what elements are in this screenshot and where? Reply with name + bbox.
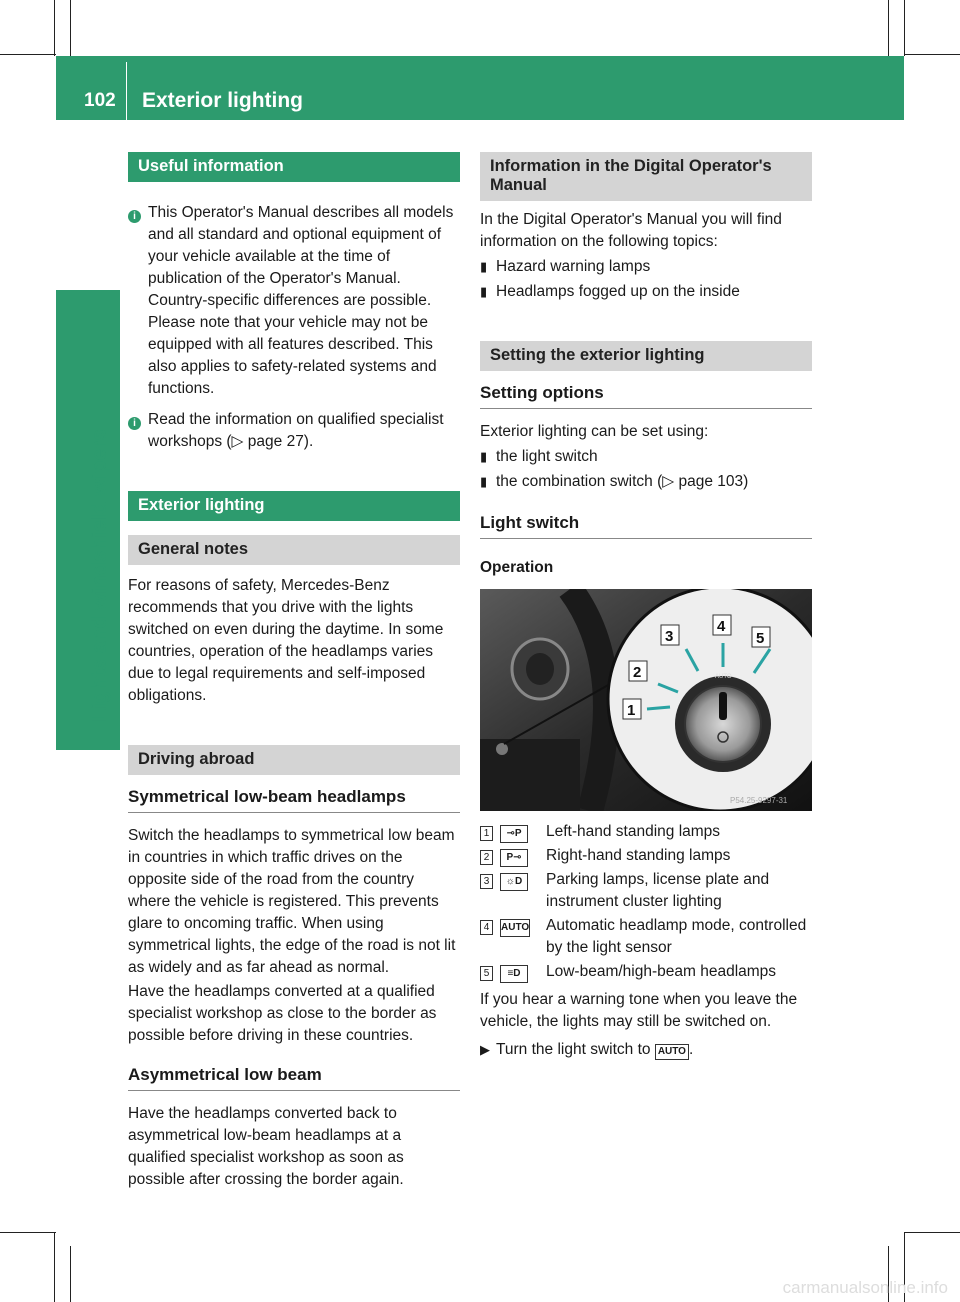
info-note: [128, 409, 460, 453]
right-standing-lamps-icon: P⊸: [500, 849, 528, 867]
auto-headlamp-icon: AUTO: [500, 919, 530, 937]
callout-3: 3: [665, 628, 674, 645]
crop-mark: [0, 54, 56, 55]
crop-mark: [904, 0, 905, 56]
info-text: This Operator's Manual describes all models and all standard and optional equipment of your vehicle available at the time of publication of the Operator's Manual. Country-specific differences are possible. Please note that your vehicle may not be equipped with all features described. This also applies to safety-related systems and functions.: [148, 204, 454, 397]
list-item: ▮ the combination switch (▷ page 103): [480, 473, 749, 490]
low-beam-icon: ≡D: [500, 965, 528, 983]
heading-light-switch: Light switch: [480, 513, 812, 539]
callout-1: 1: [627, 702, 636, 719]
left-standing-lamps-icon: ⊸P: [500, 825, 528, 843]
section-band-general: General notes: [128, 535, 460, 565]
callout-4: 4: [717, 618, 726, 635]
crop-mark: [54, 1232, 55, 1302]
section-band-driving: Driving abroad: [128, 745, 460, 775]
list-item: ▮ Hazard warning lamps: [480, 258, 651, 275]
legend-item: 4 AUTO Automatic headlamp mode, controlled by the light sensor: [480, 915, 812, 959]
heading-operation: Operation: [480, 559, 554, 576]
heading-symmetrical: Symmetrical low-beam headlamps: [128, 787, 460, 813]
crop-mark: [904, 1232, 960, 1233]
legend-item: 5 ≡D Low-beam/high-beam headlamps: [480, 961, 812, 983]
page-number: 102: [84, 90, 116, 111]
heading-asymmetrical: Asymmetrical low beam: [128, 1065, 460, 1091]
info-text: Read the information on qualified specialist workshops (▷ page 27).: [148, 411, 444, 450]
heading-setting-options: Setting options: [480, 383, 812, 409]
chapter-tab-label: Lights and windshield wipers: [88, 429, 111, 722]
info-icon: i: [128, 413, 148, 427]
parking-lamps-icon: ☼D: [500, 873, 528, 891]
legend-item: 2 P⊸ Right-hand standing lamps: [480, 845, 812, 867]
symmetrical-text: Switch the headlamps to symmetrical low beam in countries in which traffic drives on the opposite side of the road from the country where the vehicle is registered. This prevents glare to oncoming traffic. When using symmetrical lights, the edge of the road is not lit as widely and as far ahead as normal.: [128, 827, 456, 976]
header-divider: [126, 62, 127, 120]
general-notes-text: For reasons of safety, Mercedes-Benz recommends that you drive with the lights switched on even during the daytime. In some countries, operation of the headlamps varies due to legal requirements and self-imposed obligations.: [128, 577, 444, 704]
light-switch-illustration: [480, 589, 812, 811]
symmetrical-text-2: Have the headlamps converted at a qualified specialist workshop as close to the border as possible before driving in these countries.: [128, 983, 437, 1044]
crop-mark: [54, 0, 55, 56]
legend: [480, 821, 812, 983]
section-band-setting: Setting the exterior lighting: [480, 341, 812, 371]
list-item: ▮ the light switch: [480, 448, 598, 465]
left-column: [128, 152, 460, 1191]
list-item: ▮ Headlamps fogged up on the inside: [480, 283, 740, 300]
legend-item: 3 ☼D Parking lamps, license plate and instrument cluster lighting: [480, 869, 812, 913]
crop-mark: [904, 54, 960, 55]
right-column: [480, 152, 812, 1061]
action-step: ▶ Turn the light switch to AUTO .: [480, 1039, 812, 1061]
image-code: P54.25-9297-31: [730, 796, 788, 805]
crop-mark: [70, 1246, 71, 1302]
digital-text: In the Digital Operator's Manual you will find information on the following topics:: [480, 211, 782, 250]
info-note: [128, 202, 460, 400]
dashboard-photo: [480, 589, 812, 811]
auto-switch-icon: AUTO: [655, 1044, 689, 1060]
callout-2: 2: [633, 664, 642, 681]
crop-mark: [0, 1232, 56, 1233]
legend-item: 1 ⊸P Left-hand standing lamps: [480, 821, 812, 843]
watermark: carmanualsonline.info: [782, 1278, 948, 1297]
section-band-exterior: Exterior lighting: [128, 491, 460, 521]
warning-text: If you hear a warning tone when you leave the vehicle, the lights may still be switched on.: [480, 991, 798, 1030]
page-title: Exterior lighting: [142, 89, 304, 112]
crop-mark: [888, 0, 889, 56]
section-band-digital: Information in the Digital Operator's Manual: [480, 152, 812, 201]
crop-mark: [70, 0, 71, 56]
auto-mark: AUTO: [715, 674, 732, 680]
section-band-useful: Useful information: [128, 152, 460, 182]
callout-5: 5: [756, 630, 765, 647]
info-icon: i: [128, 206, 148, 220]
page-header: [56, 56, 904, 120]
asymmetrical-text: Have the headlamps converted back to asymmetrical low-beam headlamps at a qualified specialist workshop as soon as possible after crossing the border again.: [128, 1105, 404, 1188]
arrow-right-icon: ▶: [480, 1042, 490, 1057]
options-text: Exterior lighting can be set using:: [480, 423, 709, 440]
